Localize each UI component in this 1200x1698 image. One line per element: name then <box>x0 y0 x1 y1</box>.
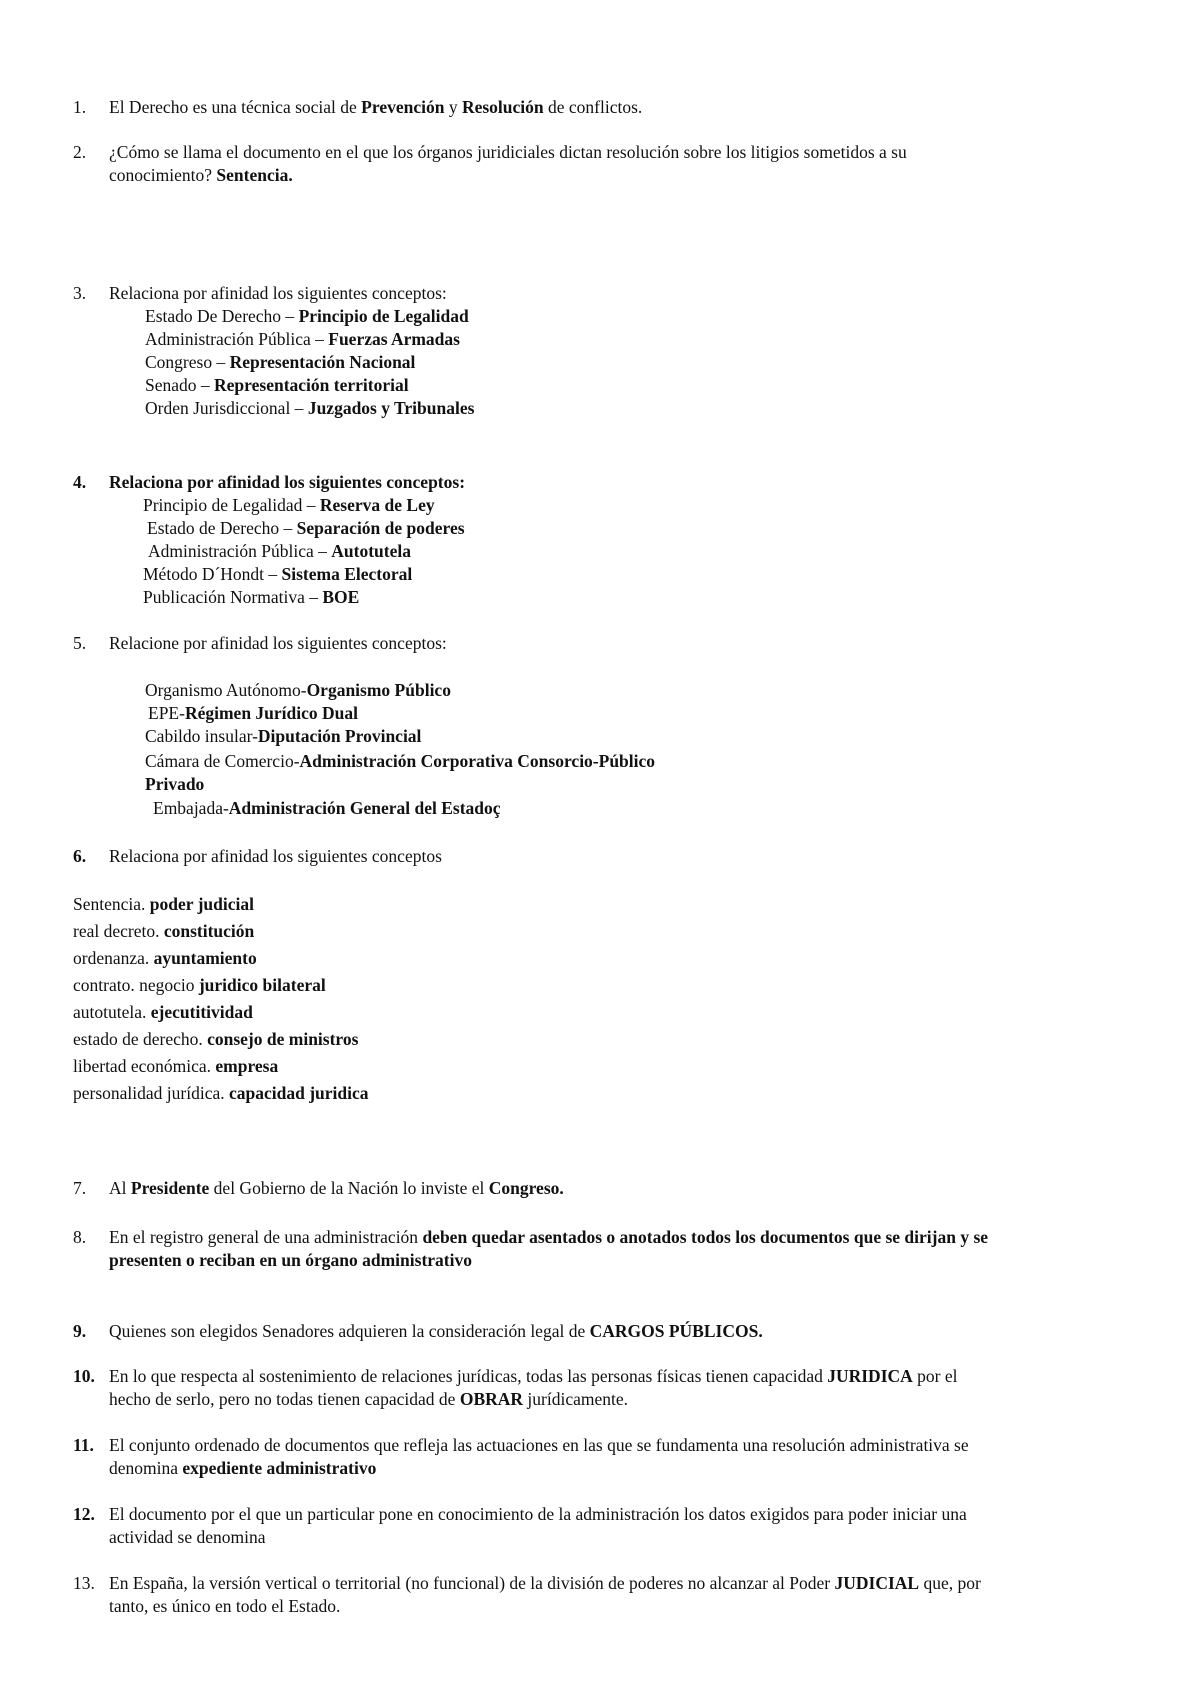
bold-answer: Régimen Jurídico Dual <box>184 703 359 723</box>
bold-answer: Diputación Provincial <box>257 726 422 746</box>
bold-answer: BOE <box>322 587 360 607</box>
bold-answer: Principio de Legalidad <box>298 306 469 326</box>
bold-answer: Prevención <box>361 97 445 117</box>
question-number: 11. <box>73 1435 94 1455</box>
text-span: hecho de serlo, pero no todas tienen capacidad de <box>109 1389 460 1409</box>
text-span: contrato. negocio <box>73 975 199 995</box>
bold-answer: Administración General del Estadoç <box>228 798 501 818</box>
question-number: 12. <box>73 1504 95 1524</box>
text-span: por el <box>912 1366 958 1386</box>
text-span: Principio de Legalidad – <box>143 495 320 515</box>
bold-answer: poder judicial <box>149 894 254 914</box>
bold-answer: JUDICIAL <box>834 1573 920 1593</box>
pair-row <box>73 1055 278 1078</box>
question-number: 7. <box>73 1178 87 1198</box>
bold-answer: Autotutela <box>331 541 411 561</box>
bold-answer: deben quedar asentados o anotados todos los documentos que se dirijan y se <box>422 1227 989 1247</box>
text-span: ¿Cómo se llama el documento en el que los órganos juridiciales dictan resolución sobre los litigios sometidos a su <box>109 142 907 162</box>
bold-answer: Organismo Público <box>306 680 451 700</box>
pair-row <box>73 920 254 943</box>
text-span: tanto, es único en todo el Estado. <box>109 1596 341 1616</box>
text-span: personalidad jurídica. <box>73 1083 229 1103</box>
pair-row <box>145 351 415 374</box>
text-span: En España, la versión vertical o territorial (no funcional) de la división de poderes no alcanzar al Poder <box>109 1573 835 1593</box>
bold-answer: Resolución <box>461 97 544 117</box>
bold-answer: Presidente <box>130 1178 210 1198</box>
question-heading: Relacione por afinidad los siguientes conceptos: <box>109 633 447 653</box>
question-text <box>109 1320 1129 1343</box>
text-span: Estado De Derecho – <box>145 306 299 326</box>
pair-row <box>148 702 358 725</box>
question-number: 2. <box>73 142 87 162</box>
text-span: Embajada- <box>153 798 229 818</box>
pair-row <box>145 397 474 420</box>
bold-answer: Sistema Electoral <box>281 564 413 584</box>
bold-answer: Reserva de Ley <box>319 495 435 515</box>
text-span: Cámara de Comercio- <box>145 751 300 771</box>
pair-row <box>145 725 421 748</box>
question-number: 6. <box>73 846 87 866</box>
pair-row <box>73 1001 253 1024</box>
text-span: En el registro general de una administración <box>109 1227 423 1247</box>
text-span: del Gobierno de la Nación lo inviste el <box>209 1178 489 1198</box>
text-span: Estado de Derecho – <box>147 518 297 538</box>
text-span: y <box>444 97 462 117</box>
bold-answer: expediente administrativo <box>182 1458 377 1478</box>
pair-row <box>143 586 359 609</box>
bold-answer: Privado <box>145 774 205 794</box>
bold-answer: Fuerzas Armadas <box>328 329 460 349</box>
pair-row <box>73 893 254 916</box>
question-text <box>109 96 1129 119</box>
text-span: Congreso – <box>145 352 230 372</box>
bold-answer: OBRAR <box>459 1389 524 1409</box>
text-span: Método D´Hondt – <box>143 564 282 584</box>
text-span: autotutela. <box>73 1002 151 1022</box>
bold-answer: ejecutitividad <box>150 1002 253 1022</box>
text-span: Cabildo insular- <box>145 726 258 746</box>
bold-answer: JURIDICA <box>827 1366 913 1386</box>
pair-row <box>73 947 257 970</box>
text-span: El Derecho es una técnica social de <box>109 97 362 117</box>
pair-row <box>73 974 326 997</box>
question-number: 9. <box>73 1321 87 1341</box>
question-heading: Relaciona por afinidad los siguientes conceptos: <box>109 472 466 492</box>
bold-answer: Administración Corporativa Consorcio-Público <box>299 751 656 771</box>
pair-row <box>145 374 409 397</box>
question-text <box>109 1177 1129 1200</box>
text-span: Quienes son elegidos Senadores adquieren la consideración legal de <box>109 1321 590 1341</box>
question-number: 8. <box>73 1227 87 1247</box>
pair-row <box>73 1082 369 1105</box>
bold-answer: Congreso. <box>488 1178 564 1198</box>
pair-row <box>145 305 469 328</box>
pair-row <box>145 679 451 702</box>
answer: Sentencia. <box>216 165 293 185</box>
question-number: 4. <box>73 472 87 492</box>
bold-answer: empresa <box>215 1056 279 1076</box>
text-span: estado de derecho. <box>73 1029 208 1049</box>
pair-row <box>143 563 412 586</box>
bold-answer: ayuntamiento <box>153 948 257 968</box>
text-span: real decreto. <box>73 921 164 941</box>
text-span: Publicación Normativa – <box>143 587 323 607</box>
question-number: 10. <box>73 1366 95 1386</box>
pair-row <box>73 1028 358 1051</box>
text-span: En lo que respecta al sostenimiento de relaciones jurídicas, todas las personas físicas tienen capacidad <box>109 1366 828 1386</box>
pair-row <box>148 540 411 563</box>
pair-row <box>145 750 655 773</box>
text-span: Sentencia. <box>73 894 150 914</box>
bold-answer: consejo de ministros <box>207 1029 359 1049</box>
text-span: conocimiento? <box>109 165 217 185</box>
text-span: de conflictos. <box>543 97 643 117</box>
pair-row <box>145 328 460 351</box>
text-span: Administración Pública – <box>148 541 332 561</box>
text-span: Organismo Autónomo- <box>145 680 307 700</box>
pair-row <box>153 797 501 820</box>
question-number: 1. <box>73 97 87 117</box>
bold-answer: Separación de poderes <box>296 518 465 538</box>
question-number: 13. <box>73 1573 95 1593</box>
bold-answer: juridico bilateral <box>198 975 326 995</box>
text-span: actividad se denomina <box>109 1527 266 1547</box>
bold-answer: presenten o reciban en un órgano administrativo <box>109 1250 472 1270</box>
question-number: 5. <box>73 633 87 653</box>
pair-row <box>145 773 204 796</box>
text-span: Orden Jurisdiccional – <box>145 398 308 418</box>
text-span: Administración Pública – <box>145 329 329 349</box>
bold-answer: CARGOS PÚBLICOS. <box>589 1321 763 1341</box>
text-span: El documento por el que un particular pone en conocimiento de la administración los datos exigidos para poder iniciar una <box>109 1504 967 1524</box>
text-span: denomina <box>109 1458 183 1478</box>
question-number: 3. <box>73 283 87 303</box>
bold-answer: Representación territorial <box>214 375 409 395</box>
text-span: EPE- <box>148 703 185 723</box>
text-span: libertad económica. <box>73 1056 216 1076</box>
text-span: Al <box>109 1178 131 1198</box>
pair-row <box>143 494 435 517</box>
text-span: ordenanza. <box>73 948 154 968</box>
bold-answer: capacidad juridica <box>229 1083 369 1103</box>
text-span: El conjunto ordenado de documentos que refleja las actuaciones en las que se fundamenta una resolución administrativa se <box>109 1435 969 1455</box>
bold-answer: Representación Nacional <box>229 352 416 372</box>
question-heading: Relaciona por afinidad los siguientes conceptos: <box>109 283 447 303</box>
question-heading: Relaciona por afinidad los siguientes conceptos <box>109 846 442 866</box>
text-span: que, por <box>919 1573 981 1593</box>
bold-answer: Juzgados y Tribunales <box>307 398 475 418</box>
text-span: Senado – <box>145 375 215 395</box>
text-span: jurídicamente. <box>523 1389 629 1409</box>
pair-row <box>147 517 465 540</box>
bold-answer: constitución <box>163 921 255 941</box>
